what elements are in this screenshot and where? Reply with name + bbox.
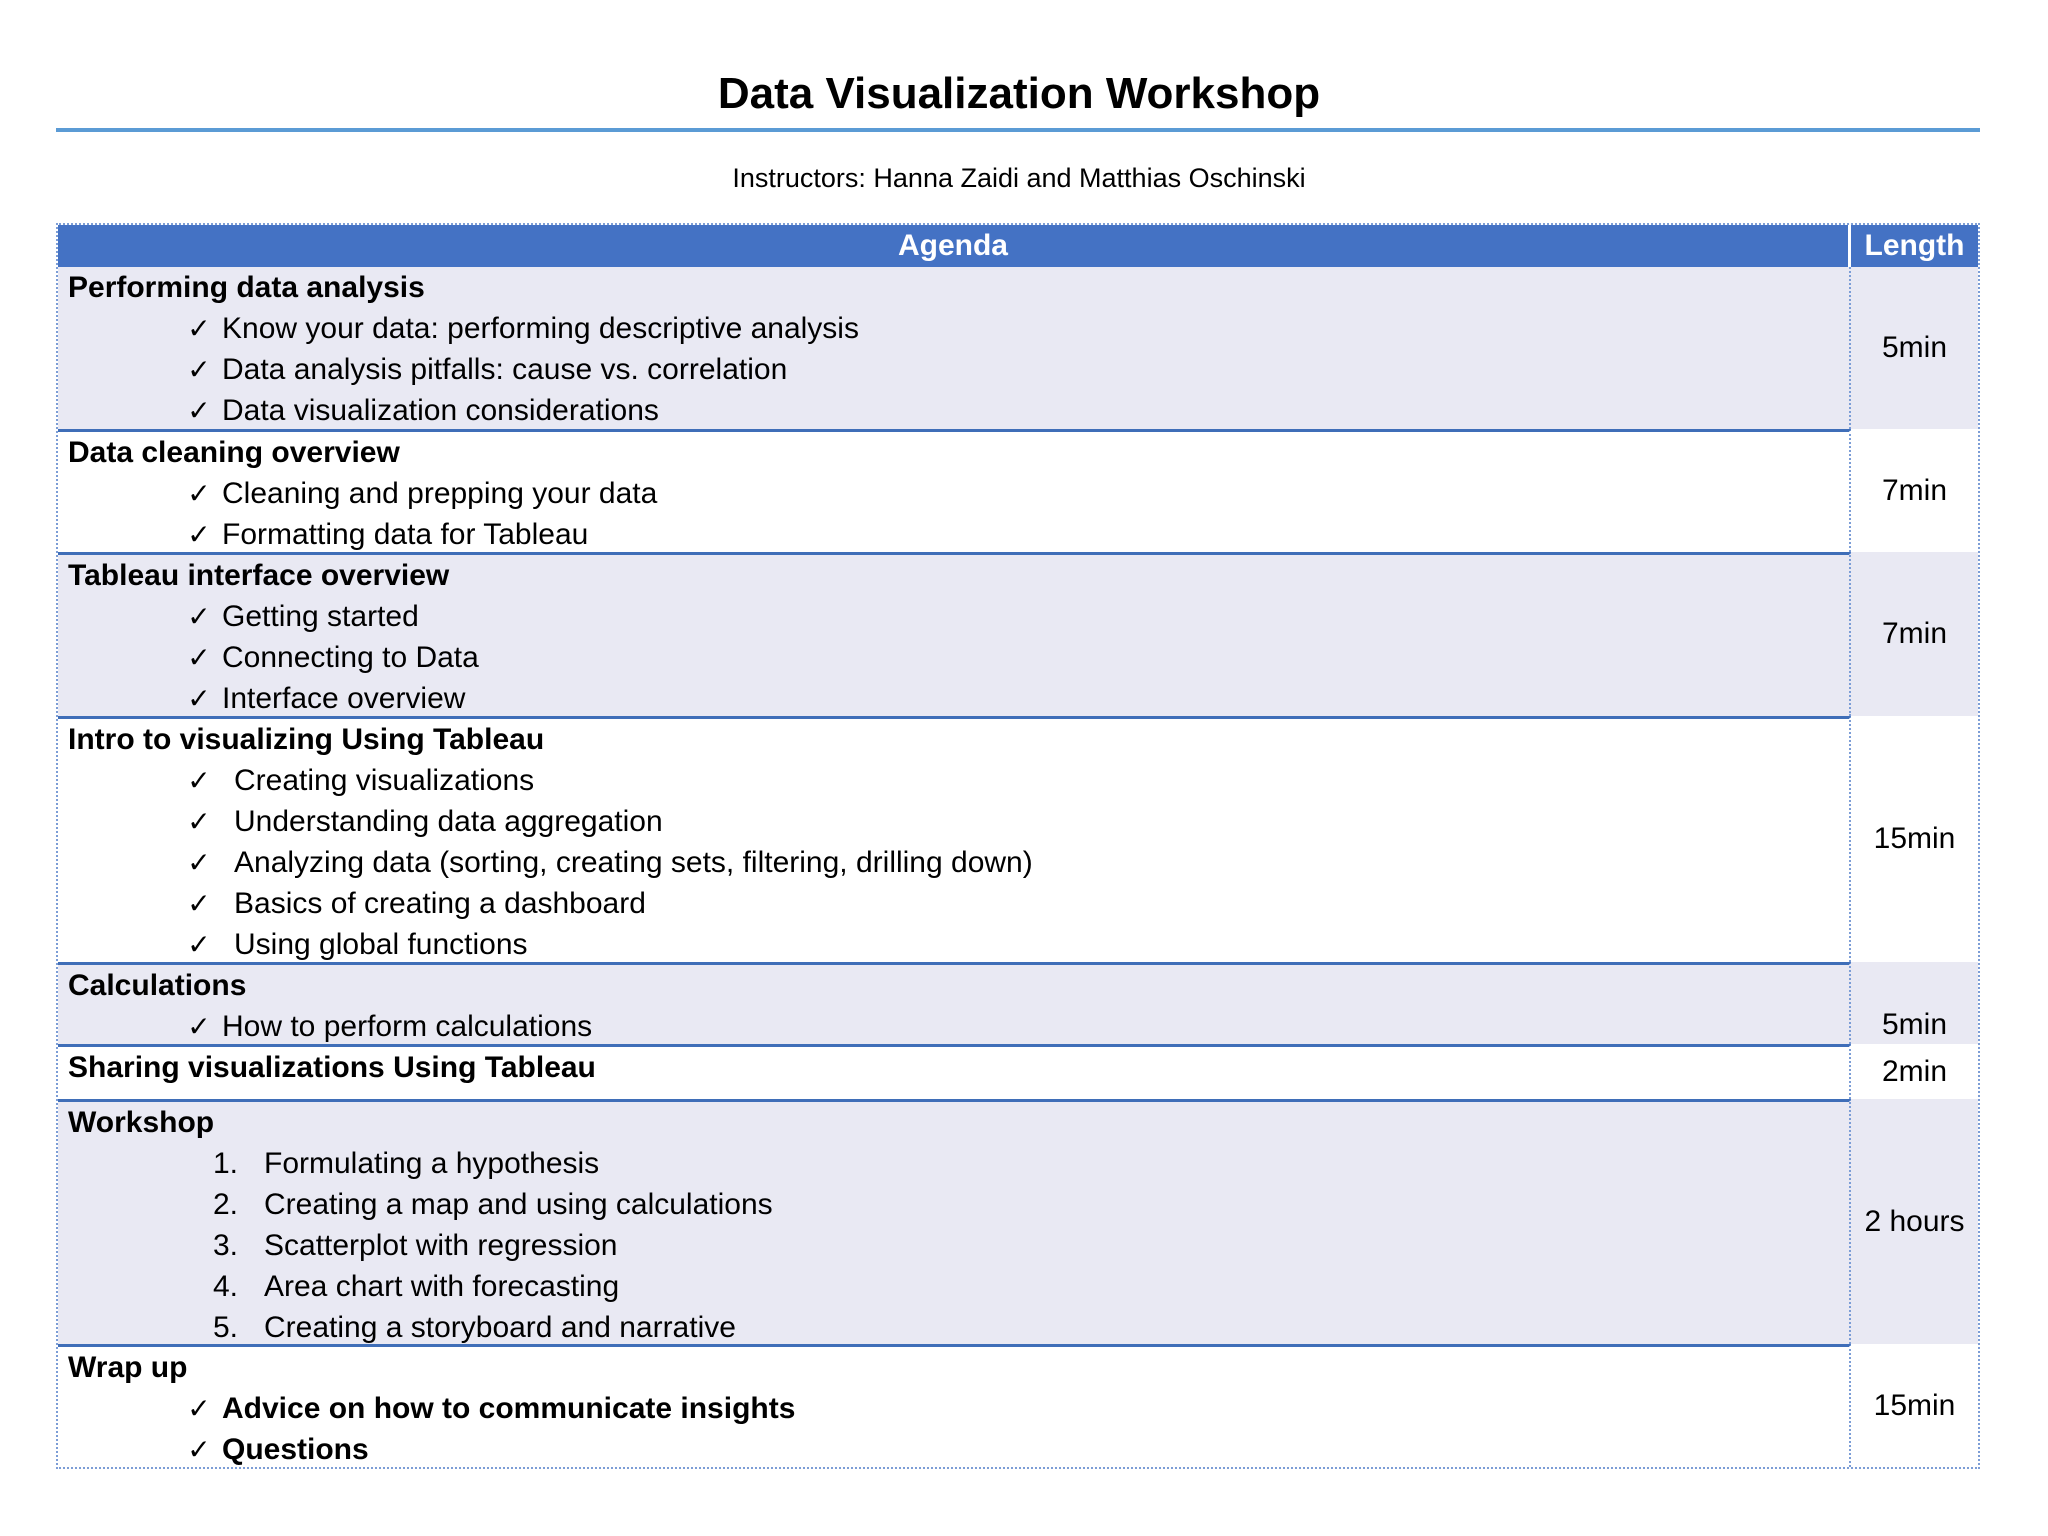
list-item: 3. Scatterplot with regression (68, 1225, 1849, 1266)
section-length: 5min (1851, 267, 1978, 429)
agenda-section-wrap-up (58, 1344, 1978, 1467)
agenda-section-sharing-visualizations (58, 1044, 1978, 1099)
checkmark-icon: ✓ (187, 519, 211, 550)
checkmark-icon: ✓ (187, 929, 211, 960)
checkmark-icon: ✓ (187, 888, 211, 919)
page-title: Data Visualization Workshop (717, 69, 1321, 118)
checkmark-icon: ✓ (187, 1434, 211, 1465)
item-number: 4. (212, 1270, 238, 1303)
item-number: 2. (212, 1188, 238, 1221)
list-item: ✓ Cleaning and prepping your data (68, 473, 1849, 514)
agenda-column-header: Agenda (58, 225, 1851, 267)
checkmark-icon: ✓ (187, 395, 211, 426)
checkmark-icon: ✓ (187, 354, 211, 385)
section-title: Workshop (68, 1106, 215, 1139)
section-length: 15min (1873, 822, 1956, 855)
checkmark-icon: ✓ (187, 313, 211, 344)
list-item: ✓ Formatting data for Tableau (68, 514, 1849, 555)
agenda-section-intro-to-visualizing (58, 716, 1978, 962)
section-length: 2min (1881, 1054, 1948, 1088)
section-length: 7min (1851, 552, 1978, 716)
section-length: 2 hours (1851, 1099, 1978, 1344)
section-title: Data cleaning overview (68, 436, 400, 469)
list-item: 2. Creating a map and using calculations (68, 1184, 1849, 1225)
agenda-section-calculations (58, 962, 1978, 1044)
checkmark-icon: ✓ (187, 847, 211, 878)
item-number: 5. (212, 1311, 238, 1344)
agenda-section-workshop (58, 1099, 1978, 1344)
list-item: ✓ Advice on how to communicate insights (68, 1388, 1849, 1429)
section-content (58, 1044, 1851, 1099)
title-divider (56, 128, 1980, 132)
list-item: ✓ Interface overview (68, 678, 1849, 719)
list-item: ✓ Data analysis pitfalls: cause vs. correlation (68, 349, 1849, 390)
list-item: 4. Area chart with forecasting (68, 1266, 1849, 1307)
checkmark-icon: ✓ (187, 601, 211, 632)
section-content (58, 1099, 1851, 1344)
section-content (58, 267, 1851, 429)
section-content (58, 1344, 1851, 1467)
item-number: 3. (212, 1229, 238, 1262)
list-item: ✓ Understanding data aggregation (68, 801, 1849, 842)
section-title: Performing data analysis (68, 271, 425, 304)
agenda-header-row (58, 225, 1978, 267)
section-length: 5min (1851, 962, 1978, 1044)
checkmark-icon: ✓ (187, 1011, 211, 1042)
section-content (58, 962, 1851, 1044)
list-item: ✓ Data visualization considerations (68, 390, 1849, 431)
item-number: 1. (212, 1147, 238, 1180)
section-title: Calculations (68, 969, 247, 1002)
list-item: ✓ Know your data: performing descriptive analysis (68, 308, 1849, 349)
section-content (58, 429, 1851, 552)
section-content (58, 552, 1851, 716)
agenda-table (56, 223, 1980, 1469)
section-length: 7min (1881, 473, 1948, 507)
section-title: Tableau interface overview (68, 559, 450, 592)
section-title: Wrap up (68, 1351, 188, 1384)
checkmark-icon: ✓ (187, 642, 211, 673)
length-column-header: Length (1864, 229, 1965, 262)
checkmark-icon: ✓ (187, 1393, 211, 1424)
list-item: ✓ Analyzing data (sorting, creating sets, filtering, drilling down) (68, 842, 1849, 883)
section-title: Sharing visualizations Using Tableau (68, 1051, 596, 1084)
list-item: ✓ Questions (68, 1429, 1849, 1470)
section-content (58, 716, 1851, 962)
list-item: ✓ Using global functions (68, 924, 1849, 965)
checkmark-icon: ✓ (187, 683, 211, 714)
agenda-section-performing-data-analysis (58, 267, 1978, 429)
agenda-section-tableau-interface-overview (58, 552, 1978, 716)
section-length: 15min (1873, 1388, 1956, 1422)
list-item: 1. Formulating a hypothesis (68, 1143, 1849, 1184)
list-item: 5. Creating a storyboard and narrative (68, 1307, 1849, 1348)
section-title: Intro to visualizing Using Tableau (68, 723, 545, 756)
checkmark-icon: ✓ (187, 806, 211, 837)
instructors-line: Instructors: Hanna Zaidi and Matthias Oschinski (732, 163, 1306, 193)
list-item: ✓ Getting started (68, 596, 1849, 637)
list-item: ✓ How to perform calculations (68, 1006, 1849, 1047)
list-item: ✓ Connecting to Data (68, 637, 1849, 678)
list-item: ✓ Creating visualizations (68, 760, 1849, 801)
agenda-section-data-cleaning-overview (58, 429, 1978, 552)
checkmark-icon: ✓ (187, 765, 211, 796)
checkmark-icon: ✓ (187, 478, 211, 509)
list-item: ✓ Basics of creating a dashboard (68, 883, 1849, 924)
